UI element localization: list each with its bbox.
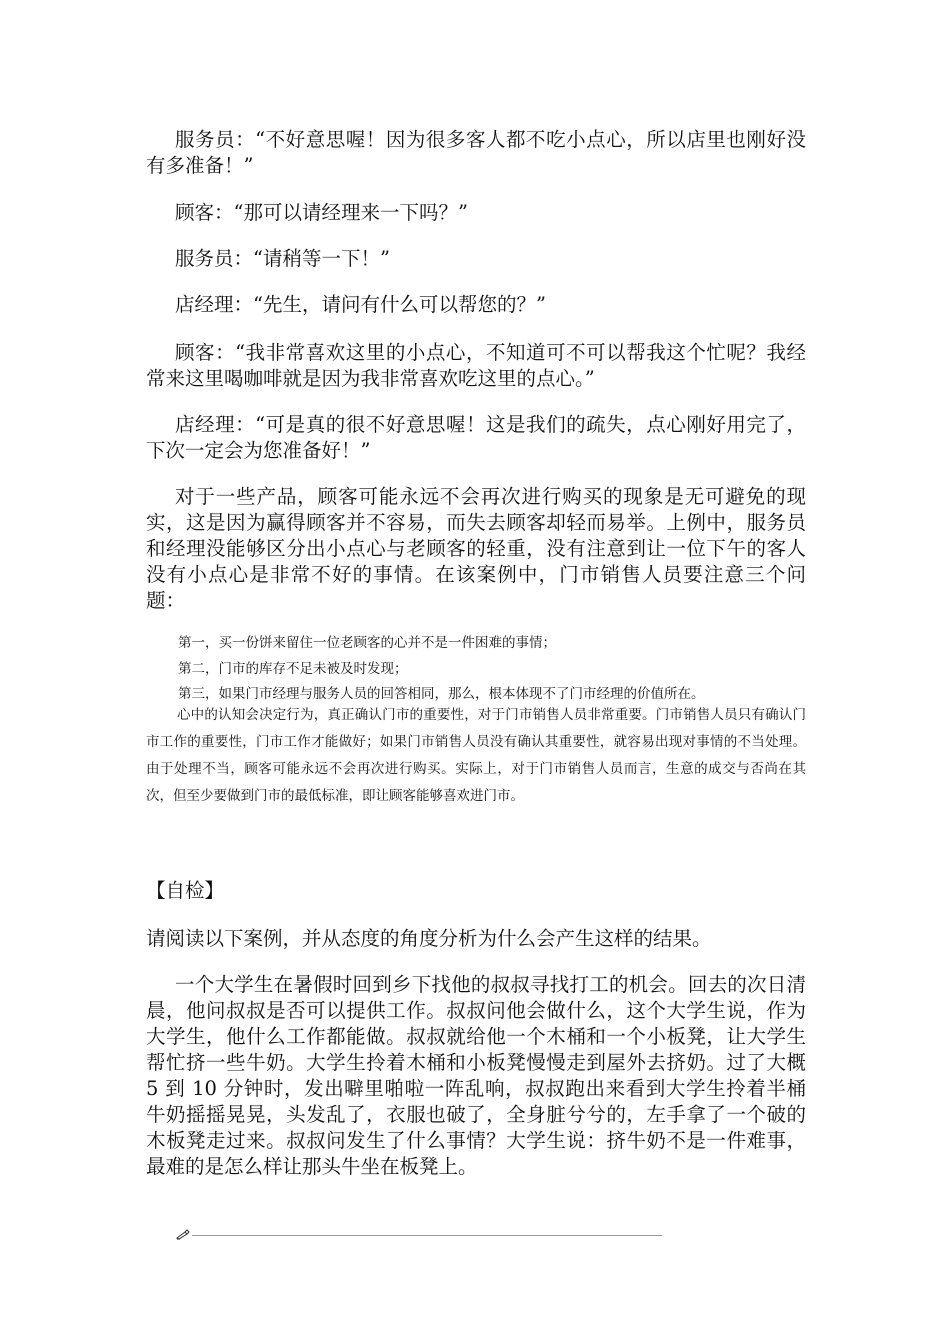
point-2: 第二，门市的库存不足未被及时发现； [178,661,408,677]
pen-icon [176,1226,190,1240]
analysis-paragraph: 对于一些产品，顾客可能永远不会再次进行购买的现象是无可避免的现实，这是因为赢得顾客并不容易，而失去顾客却轻而易举。上例中，服务员和经理没能够区分出小点心与老顾客的轻重，没有注意到让一位下午的客人没有小点心是非常不好的事情。在该案例中，门市销售人员要注意三个问题： [146,485,806,612]
underline-rule [192,1235,662,1236]
dialogue-manager-2: 店经理：“可是真的很不好意思喔！这是我们的疏失，点心刚好用完了，下次一定会为您准备好！” [146,413,806,462]
dialogue-waiter-1: 服务员：“不好意思喔！因为很多客人都不吃小点心，所以店里也刚好没有多准备！” [146,128,806,177]
conclusion-paragraph: 心中的认知会决定行为，真正确认门市的重要性，对于门市销售人员非常重要。门市销售人员只有确认门市工作的重要性，门市工作才能做好；如果门市销售人员没有确认其重要性，就容易出现对事情的不当处理。由于处理不当，顾客可能永远不会再次进行购买。实际上，对于门市销售人员而言，生意的成交与否尚在其次，但至少要做到门市的最低标准，即让顾客能够喜欢进门市。 [146,707,806,804]
self-check-heading: 【自检】 [146,879,225,902]
note-line [176,1226,666,1244]
self-check-instruction: 请阅读以下案例，并从态度的角度分析为什么会产生这样的结果。 [146,927,712,950]
point-1: 第一，买一份饼来留住一位老顾客的心并不是一件困难的事情； [178,635,556,651]
point-3: 第三，如果门市经理与服务人员的回答相同，那么，根本体现不了门市经理的价值所在。 [178,686,705,702]
dialogue-customer-2: 顾客：“我非常喜欢这里的小点心，不知道可不可以帮我这个忙呢？我经常来这里喝咖啡就是因为我非常喜欢吃这里的点心。” [146,341,806,390]
dialogue-waiter-2: 服务员：“请稍等一下！” [175,247,390,270]
dialogue-manager-1: 店经理：“先生，请问有什么可以帮您的？” [175,293,546,316]
dialogue-customer-1: 顾客：“那可以请经理来一下吗？” [175,201,468,224]
case-paragraph: 一个大学生在暑假时回到乡下找他的叔叔寻找打工的机会。回去的次日清晨，他问叔叔是否可以提供工作。叔叔问他会做什么，这个大学生说，作为大学生，他什么工作都能做。叔叔就给他一个木桶和一个小板凳，让大学生帮忙挤一些牛奶。大学生拎着木桶和小板凳慢慢走到屋外去挤奶。过了大概 5 到 10 分钟时，发出噼里啪啦一阵乱响，叔叔跑出来看到大学生拎着半桶牛奶摇摇晃晃，头发乱了，衣服也破了，全身脏兮兮的，左手拿了一个破的木板凳走过来。叔叔问发生了什么事情？大学生说：挤牛奶不是一件难事，最难的是怎么样让那头牛坐在板凳上。 [146,973,806,1178]
